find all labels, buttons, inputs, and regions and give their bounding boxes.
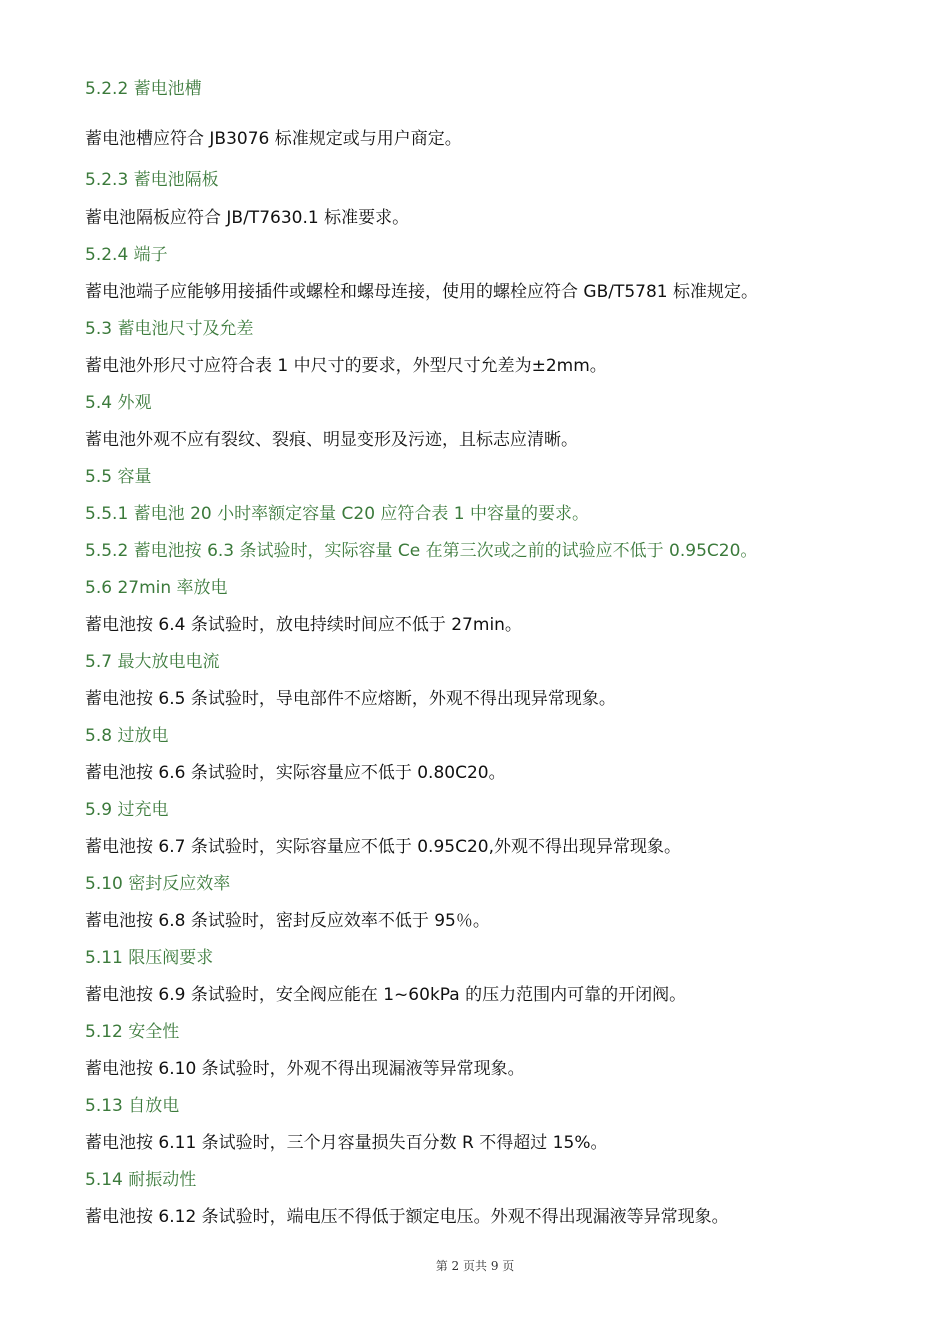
paragraph: 蓄电池按 6.9 条试验时，安全阀应能在 1~60kPa 的压力范围内可靠的开闭阀。 (85, 985, 687, 1005)
paragraph: 蓄电池按 6.11 条试验时，三个月容量损失百分数 R 不得超过 15%。 (85, 1133, 608, 1153)
section-heading-5-4: 5.4 外观 (85, 393, 152, 413)
paragraph: 蓄电池按 6.6 条试验时，实际容量应不低于 0.80C20。 (85, 763, 506, 783)
paragraph: 蓄电池槽应符合 JB3076 标准规定或与用户商定。 (85, 129, 462, 149)
paragraph: 蓄电池按 6.5 条试验时，导电部件不应熔断，外观不得出现异常现象。 (85, 689, 616, 709)
paragraph: 蓄电池按 6.10 条试验时，外观不得出现漏液等异常现象。 (85, 1059, 525, 1079)
section-heading-5-2-3: 5.2.3 蓄电池隔板 (85, 170, 219, 190)
paragraph: 蓄电池按 6.7 条试验时，实际容量应不低于 0.95C20,外观不得出现异常现象。 (85, 837, 682, 857)
section-heading-5-11: 5.11 限压阀要求 (85, 948, 214, 968)
section-heading-5-3: 5.3 蓄电池尺寸及允差 (85, 319, 254, 339)
section-heading-5-5: 5.5 容量 (85, 467, 152, 487)
page-number-footer: 第 2 页共 9 页 (435, 1259, 515, 1273)
paragraph: 蓄电池隔板应符合 JB/T7630.1 标准要求。 (85, 208, 410, 228)
section-heading-5-14: 5.14 耐振动性 (85, 1170, 197, 1190)
section-heading-5-2-2: 5.2.2 蓄电池槽 (85, 79, 202, 99)
paragraph: 蓄电池按 6.12 条试验时，端电压不得低于额定电压。外观不得出现漏液等异常现象。 (85, 1207, 729, 1227)
section-heading-5-10: 5.10 密封反应效率 (85, 874, 231, 894)
paragraph: 蓄电池按 6.8 条试验时，密封反应效率不低于 95％。 (85, 911, 490, 931)
section-heading-5-9: 5.9 过充电 (85, 800, 169, 820)
section-heading-5-2-4: 5.2.4 端子 (85, 245, 168, 265)
section-heading-5-8: 5.8 过放电 (85, 726, 169, 746)
section-heading-5-5-2: 5.5.2 蓄电池按 6.3 条试验时，实际容量 Ce 在第三次或之前的试验应不低于 0.95C20。 (85, 541, 758, 561)
section-heading-5-7: 5.7 最大放电电流 (85, 652, 220, 672)
paragraph: 蓄电池外观不应有裂纹、裂痕、明显变形及污迹，且标志应清晰。 (85, 430, 578, 450)
paragraph: 蓄电池外形尺寸应符合表 1 中尺寸的要求，外型尺寸允差为±2mm。 (85, 356, 607, 376)
section-heading-5-5-1: 5.5.1 蓄电池 20 小时率额定容量 C20 应符合表 1 中容量的要求。 (85, 504, 590, 524)
paragraph: 蓄电池端子应能够用接插件或螺栓和螺母连接，使用的螺栓应符合 GB/T5781 标准规定。 (85, 282, 759, 302)
paragraph: 蓄电池按 6.4 条试验时，放电持续时间应不低于 27min。 (85, 615, 522, 635)
section-heading-5-12: 5.12 安全性 (85, 1022, 180, 1042)
section-heading-5-13: 5.13 自放电 (85, 1096, 180, 1116)
section-heading-5-6: 5.6 27min 率放电 (85, 578, 228, 598)
